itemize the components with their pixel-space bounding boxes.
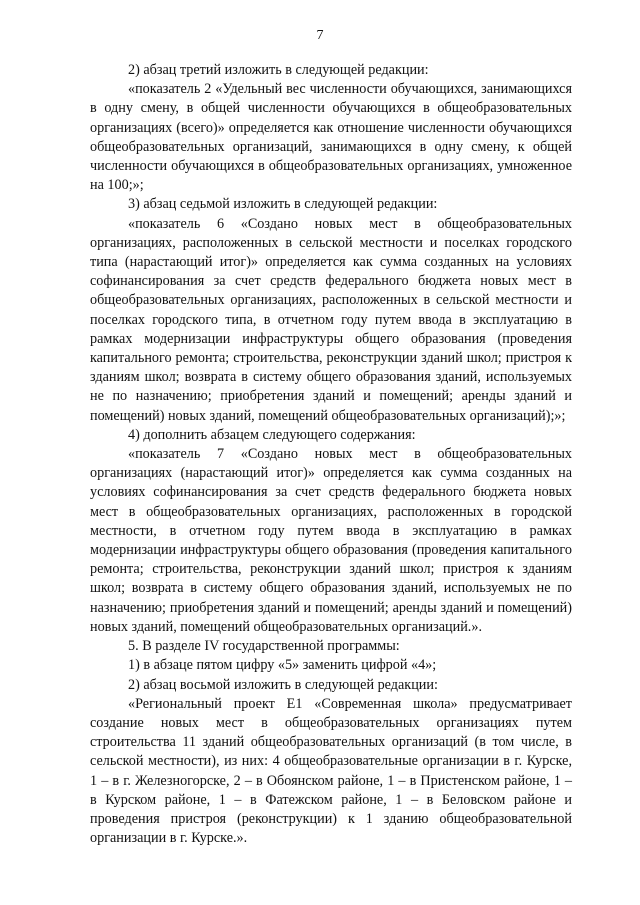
paragraph-2: «показатель 2 «Удельный вес численности обучающихся, занимающихся в одну смену, в общей численности обучающихся в общеобразовательных организациях (всего)» определяется как отношение численности обучающихся общеобразовательных организаций, занимающихся в одну смену, к общей численности обучающихся в общеобразовательных организациях, умноженное на 100;»; xyxy=(90,81,572,194)
paragraph-4: «показатель 6 «Создано новых мест в общеобразовательных организациях, расположенных в сельской местности и поселках городского типа (нарастающий итог)» определяется как сумма созданных на условиях софинансирования за счет средств федерального бюджета новых мест в общеобразовательных организациях, расположенных в сельской местности и поселках городского типа, в отчетном году путем ввода в эксплуатацию в рамках модернизации инфраструктуры общего образования (проведения капитального ремонта; строительства, реконструкции зданий школ; пристроя к зданиям школ; возврата в систему общего образования зданий, используемых не по назначению; приобретения зданий и помещений; аренды зданий и помещений) новых зданий, помещений общеобразовательных организаций);»; xyxy=(90,215,572,424)
paragraph-1: 2) абзац третий изложить в следующей редакции: xyxy=(128,62,429,78)
page-number: 7 xyxy=(316,28,324,43)
document-body xyxy=(90,61,572,848)
paragraph-5: 4) дополнить абзацем следующего содержания: xyxy=(128,426,416,443)
paragraph-6: «показатель 7 «Создано новых мест в общеобразовательных организациях (нарастающий итог)» определяется как сумма созданных на условиях софинансирования за счет средств федерального бюджета новых мест в общеобразовательных организациях, расположенных в городской местности, в отчетном году путем ввода в эксплуатацию в рамках модернизации инфраструктуры общего образования (проведения капитального ремонта; строительства, реконструкции зданий школ; пристроя к зданиям школ; возврата в систему общего образования зданий, используемых не по назначению; приобретения зданий и помещений; аренды зданий и помещений) новых зданий, помещений общеобразовательных организаций.». xyxy=(90,446,572,635)
paragraph-10: «Региональный проект Е1 «Современная школа» предусматривает создание новых мест в общеобразовательных организациях путем строительства 11 зданий общеобразовательных организаций (в том числе, в сельской местности), из них: 4 общеобразовательные организации в г. Курске, 1 – в г. Железногорске, 2 – в Обоянском районе, 1 – в Пристенском районе, 1 – в Курском районе, 1 – в Фатежском районе, 1 – в Беловском районе и проведения пристроя (реконструкции) к 1 зданию общеобразовательной организации в г. Курске.». xyxy=(90,695,572,847)
paragraph-9: 2) абзац восьмой изложить в следующей редакции: xyxy=(128,676,438,693)
paragraph-3: 3) абзац седьмой изложить в следующей редакции: xyxy=(128,196,438,213)
paragraph-7: 5. В разделе IV государственной программы: xyxy=(128,638,400,655)
paragraph-8: 1) в абзаце пятом цифру «5» заменить цифрой «4»; xyxy=(128,657,437,674)
